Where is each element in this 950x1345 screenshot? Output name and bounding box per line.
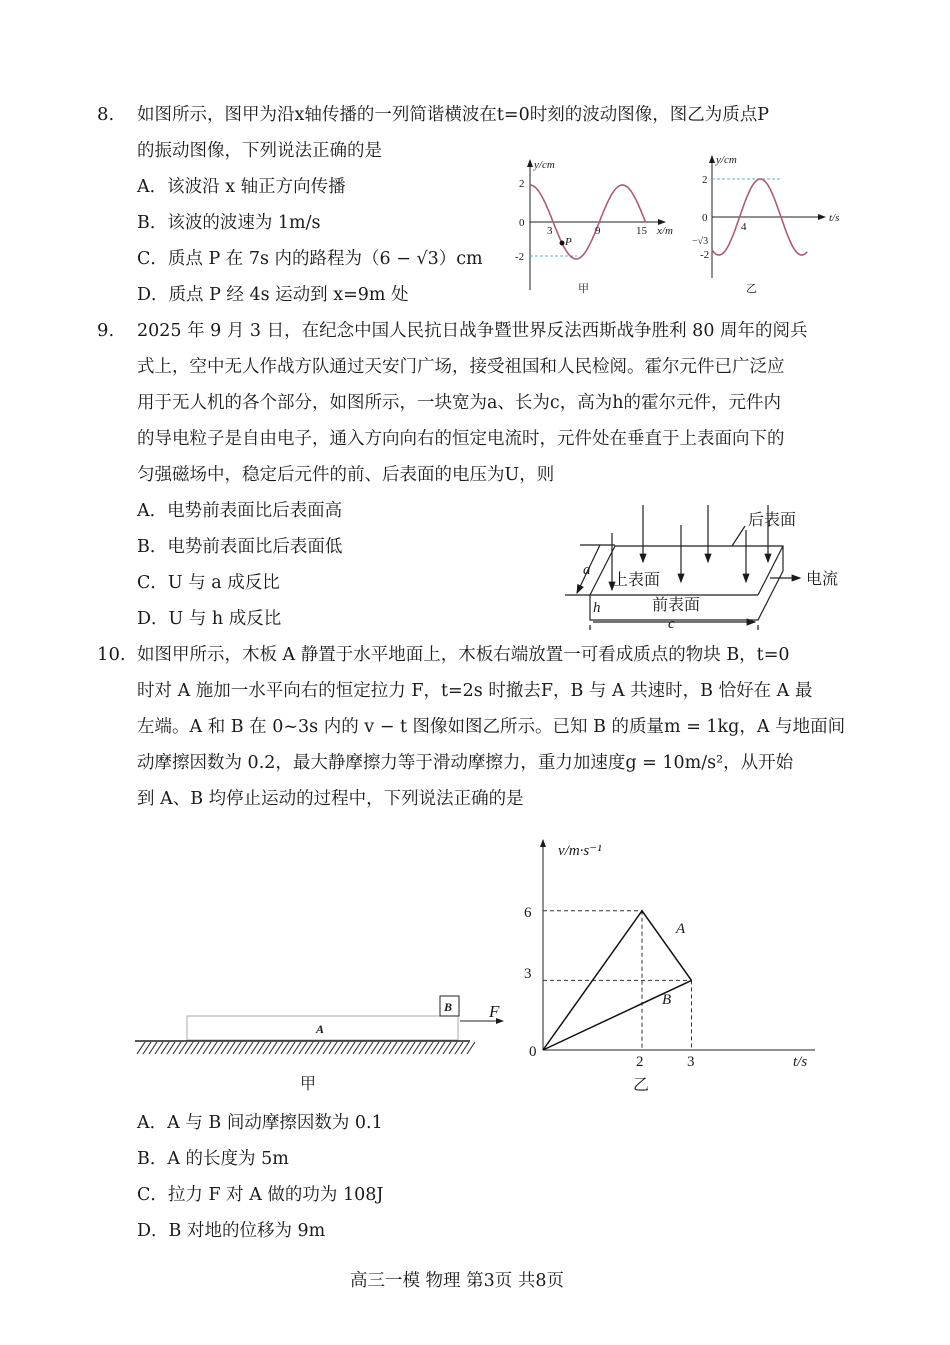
wave-graph-jia xyxy=(515,159,673,295)
hall-element-labels xyxy=(583,510,838,632)
length-label: c xyxy=(668,616,675,632)
q10-option-d: D．B 对地的位移为 9m xyxy=(137,1221,326,1241)
x-label: t/s xyxy=(829,212,840,224)
q10-option-b: B．A 的长度为 5m xyxy=(137,1149,289,1169)
q8-stem-line: 的振动图像，下列说法正确的是 xyxy=(137,141,382,161)
block-label: B xyxy=(444,1000,453,1014)
current-label: 电流 xyxy=(806,571,839,588)
q9-stem-line: 式上，空中无人作战方队通过天安门广场，接受祖国和人民检阅。霍尔元件已广泛应 xyxy=(137,357,785,377)
vibration-graph-yi xyxy=(692,154,839,295)
q10-stem-line: 如图甲所示，木板 A 静置于水平地面上，木板右端放置一可看成质点的物块 B，t=0 xyxy=(137,645,790,665)
q10-option-c: C．拉力 F 对 A 做的功为 108J xyxy=(137,1185,384,1205)
point-p xyxy=(560,241,565,246)
q8-option-d: D．质点 P 经 4s 运动到 x=9m 处 xyxy=(137,285,409,305)
front-surface-label: 前表面 xyxy=(652,597,701,614)
tick-x: 2 xyxy=(636,1054,644,1070)
y-label: v/m·s⁻¹ xyxy=(558,843,602,859)
caption: 乙 xyxy=(633,1077,650,1094)
y-label: y/cm xyxy=(716,154,737,166)
origin-label: 0 xyxy=(529,1044,537,1060)
series-label-b: B xyxy=(662,992,672,1008)
vt-chart xyxy=(524,840,815,1094)
series-label-a: A xyxy=(676,921,686,937)
board-label: A xyxy=(316,1022,325,1036)
height-label: h xyxy=(593,600,601,616)
force-label: F xyxy=(489,1002,500,1021)
tick: 9 xyxy=(595,225,601,237)
board-figure xyxy=(135,996,503,1093)
q9-number: 9. xyxy=(97,320,115,341)
q9-option-d: D．U 与 h 成反比 xyxy=(137,609,282,629)
tick: 0 xyxy=(519,217,525,229)
q8-number: 8. xyxy=(97,104,115,125)
page-footer: 高三一模 物理 第3页 共8页 xyxy=(350,1271,564,1291)
q10-stem-line: 时对 A 施加一水平向右的恒定拉力 F，t=2s 时撤去F，B 与 A 共速时，B 恰好在 A 最 xyxy=(137,681,813,701)
q9-option-b: B．电势前表面比后表面低 xyxy=(137,537,343,557)
x-label: t/s xyxy=(793,1054,808,1070)
tick: 0 xyxy=(702,212,708,224)
q8-stem-line: 如图所示，图甲为沿x轴传播的一列简谐横波在t=0时刻的波动图像，图乙为质点P xyxy=(137,105,769,125)
q9-stem-line: 的导电粒子是自由电子，通入方向向右的恒定电流时，元件处在垂直于上表面向下的 xyxy=(137,429,785,449)
q8-option-c: C．质点 P 在 7s 内的路程为（6 − √3）cm xyxy=(137,249,483,269)
top-surface-label: 上表面 xyxy=(612,572,661,589)
tick: -2 xyxy=(515,251,525,263)
q9-stem-line: 用于无人机的各个部分，如图所示，一块宽为a、长为c，高为h的霍尔元件，元件内 xyxy=(137,393,782,413)
tick: -2 xyxy=(700,249,710,261)
tick: 4 xyxy=(741,221,747,233)
y-label: y/cm xyxy=(534,159,555,171)
tick: 2 xyxy=(519,178,525,190)
caption: 甲 xyxy=(300,1076,317,1093)
q10-stem-line: 动摩擦因数为 0.2，最大静摩擦力等于滑动摩擦力，重力加速度g = 10m/s²，从开始 xyxy=(137,753,794,773)
x-label: x/m xyxy=(657,225,673,237)
series-line-b xyxy=(543,980,692,1050)
q9-option-c: C．U 与 a 成反比 xyxy=(137,573,280,593)
tick-y: 3 xyxy=(524,966,532,982)
q9-option-a: A．电势前表面比后表面高 xyxy=(137,501,343,521)
q10-option-a: A．A 与 B 间动摩擦因数为 0.1 xyxy=(137,1113,383,1133)
caption: 乙 xyxy=(746,283,757,295)
tick: 15 xyxy=(636,225,647,237)
caption: 甲 xyxy=(578,283,589,295)
q8-option-b: B．该波的波速为 1m/s xyxy=(137,213,321,233)
tick-x: 3 xyxy=(687,1054,695,1070)
tick: 3 xyxy=(547,225,553,237)
tick: −√3 xyxy=(692,236,709,247)
back-surface-label: 后表面 xyxy=(748,512,797,529)
tick-y: 6 xyxy=(524,905,532,921)
q9-stem-line: 2025 年 9 月 3 日，在纪念中国人民抗日战争暨世界反法西斯战争胜利 80 周年的阅兵 xyxy=(137,321,808,341)
point-label: P xyxy=(565,236,572,248)
q10-number: 10. xyxy=(97,644,126,665)
q10-stem-line: 左端。A 和 B 在 0~3s 内的 v − t 图像如图乙所示。已知 B 的质量m = 1kg，A 与地面间 xyxy=(137,717,846,737)
tick: 2 xyxy=(702,174,708,186)
q10-stem-line: 到 A、B 均停止运动的过程中，下列说法正确的是 xyxy=(137,789,524,809)
width-label: a xyxy=(583,562,591,578)
q8-option-a: A．该波沿 x 轴正方向传播 xyxy=(137,177,346,197)
q9-stem-line: 匀强磁场中，稳定后元件的前、后表面的电压为U，则 xyxy=(137,465,555,485)
